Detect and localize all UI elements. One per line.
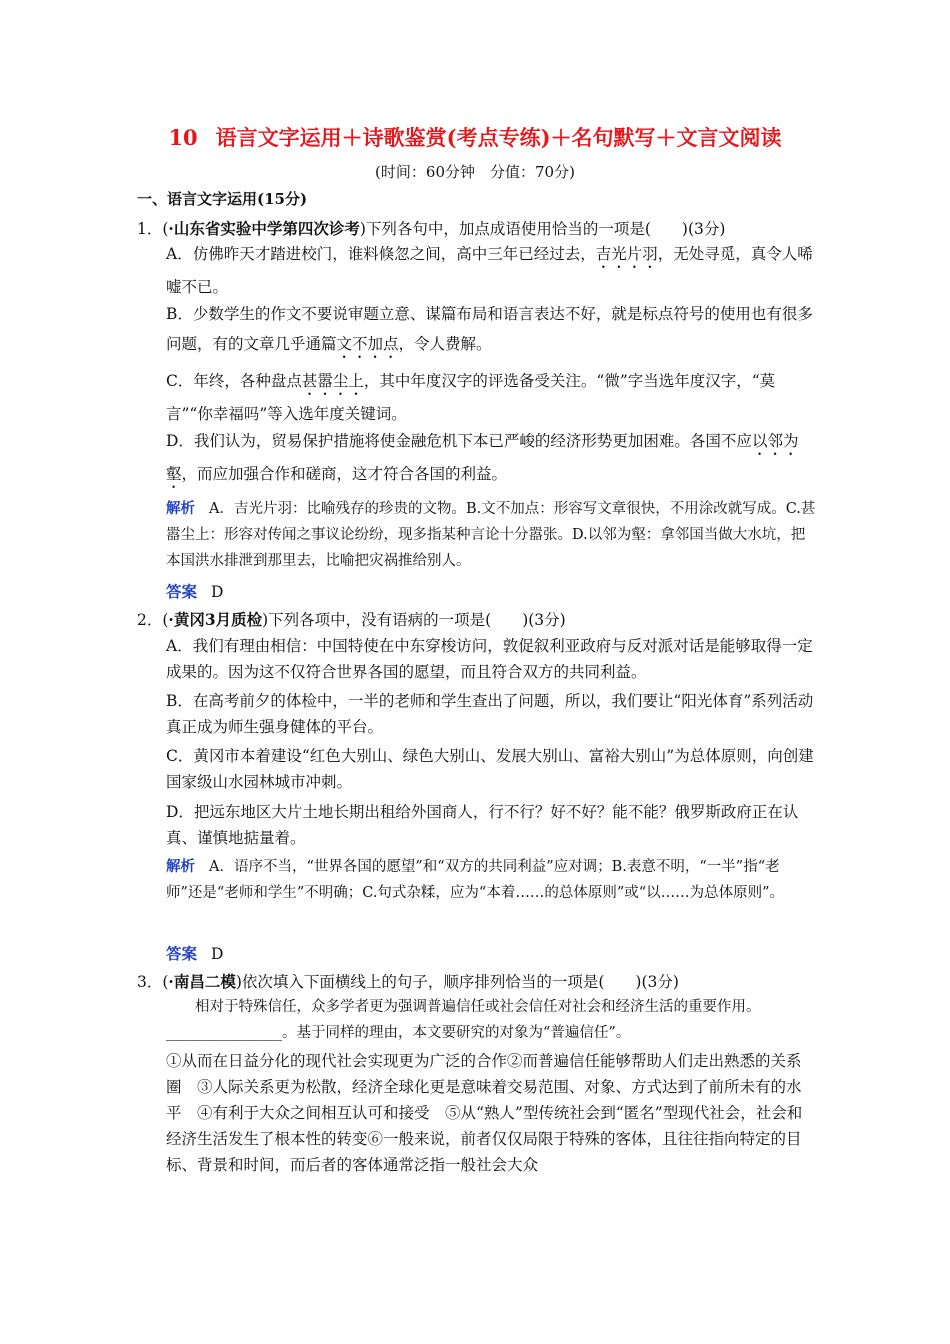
question-2-analysis: 解析 A．语序不当，“世界各国的愿望”和“双方的共同利益”应对调；B.表意不明，“一半”指“老师”还是“老师和学生”不明确；C.句式杂糅，应为“本着……的总体原则”或“以……为总体原则”。 [166,858,785,901]
question-1-answer: 答案 D [166,582,224,601]
question-1-option-a: A．仿佛昨天才踏进校门，谁料倏忽之间，高中三年已经过去，吉光片羽，无处寻觅，真令人唏嘘不已。 [166,245,813,296]
chapter-number: 10 [168,125,198,150]
chapter-title: 语言文字运用＋诗歌鉴赏(考点专练)＋名句默写＋文言文阅读 [215,125,782,150]
question-3-stem: 3．(·南昌二模)依次填入下面横线上的句子，顺序排列恰当的一项是( )(3分) [137,972,679,991]
question-2-source: ·黄冈3月质检 [168,610,263,629]
analysis-label: 解析 [166,858,195,875]
analysis-label: 解析 [166,500,195,517]
time-score-info: (时间：60分钟 分值：70分) [375,163,575,181]
question-3-items: ①从而在日益分化的现代社会实现更为广泛的合作②而普遍信任能够帮助人们走出熟悉的关系圈 ③人际关系更为松散，经济全球化更是意味着交易范围、对象、方式达到了前所未有的水平 ④有利于大众之间相互认可和接受 ⑤从“熟人”型传统社会到“匿名”型现代社会，社会和经济生活发生了根本性的转变⑥一般来说，前者仅仅局限于特殊的客体，且往往指向特定的目标、背景和时间，而后者的客体通常泛指一般社会大众 [166,1052,803,1174]
question-2-option-a: A．我们有理由相信：中国特使在中东穿梭访问，敦促叙利亚政府与反对派对话是能够取得一定成果的。因为这不仅符合世界各国的愿望，而且符合双方的共同利益。 [166,637,813,681]
question-1-option-d: D．我们认为，贸易保护措施将使金融危机下本已严峻的经济形势更加困难。各国不应以邻为壑，而应加强合作和磋商，这才符合各国的利益。 [166,432,799,483]
answer-label: 答案 [166,582,198,601]
question-3-passage: 相对于特殊信任，众多学者更为强调普遍信任或社会信任对社会和经济生活的重要作用。________________。基于同样的理由，本文要研究的对象为“普遍信任”。 [166,999,761,1041]
question-1-option-c: C．年终，各种盘点甚嚣尘上，其中年度汉字的评选备受关注。“微”字当选年度汉字，“莫言”“你幸福吗”等入选年度关键词。 [166,372,776,423]
question-1-source: ·山东省实验中学第四次诊考 [168,219,360,238]
section-heading: 一、语言文字运用(15分) [137,190,308,208]
question-2-option-b: B．在高考前夕的体检中，一半的老师和学生查出了问题，所以，我们要让“阳光体育”系列活动真正成为师生强身健体的平台。 [166,692,814,736]
emphasized-idiom: 甚嚣尘上 [301,372,364,390]
emphasized-idiom: 吉光片羽 [595,245,658,263]
question-1-analysis: 解析 A．吉光片羽：比喻残存的珍贵的文物。B.文不加点：形容写文章很快，不用涂改就写成。C.甚嚣尘上：形容对传闻之事议论纷纷，现多指某种言论十分嚣张。D.以邻为壑：拿邻国当做大水坑，把本国洪水排泄到那里去，比喻把灾祸推给别人。 [166,500,816,569]
emphasized-idiom: 文不加点 [336,335,399,353]
question-3-source: ·南昌二模 [168,972,236,991]
question-2-option-c: C．黄冈市本着建设“红色大别山、绿色大别山、发展大别山、富裕大别山”为总体原则，向创建国家级山水园林城市冲刺。 [166,747,814,791]
question-1-stem: 1．(·山东省实验中学第四次诊考)下列各句中，加点成语使用恰当的一项是( )(3分) [137,219,726,238]
answer-label: 答案 [166,944,198,963]
question-2-option-d: D．把远东地区大片土地长期出租给外国商人，行不行？好不好？能不能？俄罗斯政府正在认真、谨慎地掂量着。 [166,803,799,847]
emphasized-idiom: 以邻为壑 [166,432,799,483]
page-title [0,122,950,152]
question-2-answer: 答案 D [166,944,224,963]
question-1-option-b: B．少数学生的作文不要说审题立意、谋篇布局和语言表达不好，就是标点符号的使用也有很多问题，有的文章几乎通篇文不加点，令人费解。 [166,305,813,353]
question-2-stem: 2．(·黄冈3月质检)下列各项中，没有语病的一项是( )(3分) [137,610,566,629]
